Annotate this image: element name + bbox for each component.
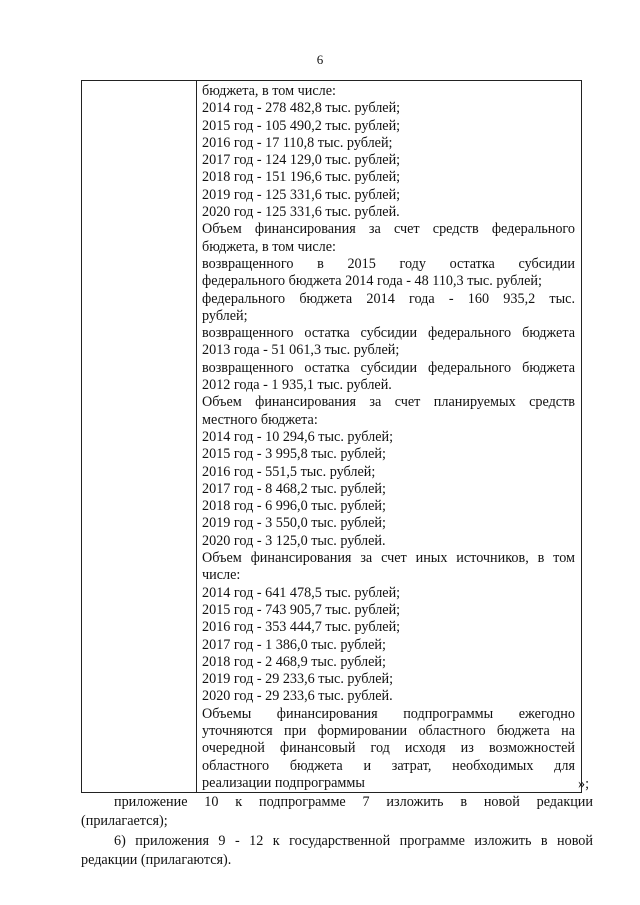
- table-text-line: 2015 год - 105 490,2 тыс. рублей;: [202, 117, 401, 134]
- table-text-line: 2017 год - 124 129,0 тыс. рублей;: [202, 152, 401, 169]
- table-text-line: федерального бюджета 2014 года - 160 935,2 тыс.: [202, 290, 575, 307]
- table-text-line: Объем финансирования за счет средств федерального: [202, 221, 575, 238]
- table-text-line: реализации подпрограммы: [202, 774, 365, 791]
- table-text-line: 2013 года - 51 061,3 тыс. рублей;: [202, 342, 400, 359]
- table-text-line: бюджета, в том числе:: [202, 238, 336, 255]
- table-text-line: 2018 год - 151 196,6 тыс. рублей;: [202, 169, 401, 186]
- table-text-line: областного бюджета и затрат, необходимых для: [202, 757, 575, 774]
- table-text-line: Объем финансирования за счет планируемых средств: [202, 394, 575, 411]
- table-text-line: 2015 год - 743 905,7 тыс. рублей;: [202, 601, 401, 618]
- table-text-line: возвращенного остатка субсидии федерального бюджета: [202, 359, 575, 376]
- table-text-line: 2019 год - 29 233,6 тыс. рублей;: [202, 671, 394, 688]
- table-text-line: 2014 год - 10 294,6 тыс. рублей;: [202, 428, 394, 445]
- table-text-line: уточняются при формировании областного бюджета на: [202, 722, 575, 739]
- table-text-line: рублей;: [202, 307, 248, 324]
- table-text-line: очередной финансовый год исходя из возможностей: [202, 740, 575, 757]
- table-text-line: бюджета, в том числе:: [202, 83, 336, 99]
- table-text-line: 2020 год - 125 331,6 тыс. рублей.: [202, 204, 400, 221]
- closing-quote-mark: »;: [578, 776, 590, 792]
- table-text-line: 2016 год - 17 110,8 тыс. рублей;: [202, 134, 393, 151]
- funding-table: [81, 80, 582, 793]
- table-text-line: Объемы финансирования подпрограммы ежегодно: [202, 705, 575, 722]
- table-text-line: возвращенного в 2015 году остатка субсидии: [202, 255, 575, 272]
- table-text-line: 2019 год - 3 550,0 тыс. рублей;: [202, 515, 386, 532]
- table-text-line: 2016 год - 353 444,7 тыс. рублей;: [202, 619, 401, 636]
- funding-description-cell: [202, 83, 575, 792]
- table-text-line: возвращенного остатка субсидии федерального бюджета: [202, 325, 575, 342]
- table-text-line: Объем финансирования за счет иных источников, в том: [202, 550, 575, 567]
- table-column-divider: [196, 81, 197, 792]
- body-text-line: (прилагается);: [81, 813, 168, 829]
- table-text-line: 2020 год - 3 125,0 тыс. рублей.: [202, 532, 386, 549]
- table-text-line: 2015 год - 3 995,8 тыс. рублей;: [202, 446, 386, 463]
- table-text-line: 2017 год - 1 386,0 тыс. рублей;: [202, 636, 386, 653]
- table-text-line: 2014 год - 278 482,8 тыс. рублей;: [202, 100, 401, 117]
- table-text-line: 2012 года - 1 935,1 тыс. рублей.: [202, 377, 392, 394]
- body-text-line: приложение 10 к подпрограмме 7 изложить в новой редакции: [114, 794, 593, 810]
- table-text-line: 2018 год - 2 468,9 тыс. рублей;: [202, 653, 386, 670]
- paragraph-appendix-10: [81, 793, 593, 831]
- table-text-line: местного бюджета:: [202, 411, 318, 428]
- body-text-line: редакции (прилагаются).: [81, 852, 232, 868]
- table-text-line: федерального бюджета 2014 года - 48 110,3 тыс. рублей;: [202, 273, 542, 290]
- table-text-line: 2014 год - 641 478,5 тыс. рублей;: [202, 584, 401, 601]
- table-text-line: 2020 год - 29 233,6 тыс. рублей.: [202, 688, 393, 705]
- paragraph-appendices-9-12: [81, 832, 593, 870]
- table-text-line: 2016 год - 551,5 тыс. рублей;: [202, 463, 376, 480]
- page-number: 6: [316, 52, 324, 67]
- body-text-line: 6) приложения 9 - 12 к государственной программе изложить в новой: [114, 833, 593, 849]
- table-text-line: 2019 год - 125 331,6 тыс. рублей;: [202, 186, 401, 203]
- table-text-line: числе:: [202, 567, 241, 584]
- table-text-line: 2018 год - 6 996,0 тыс. рублей;: [202, 498, 386, 515]
- table-text-line: 2017 год - 8 468,2 тыс. рублей;: [202, 480, 386, 497]
